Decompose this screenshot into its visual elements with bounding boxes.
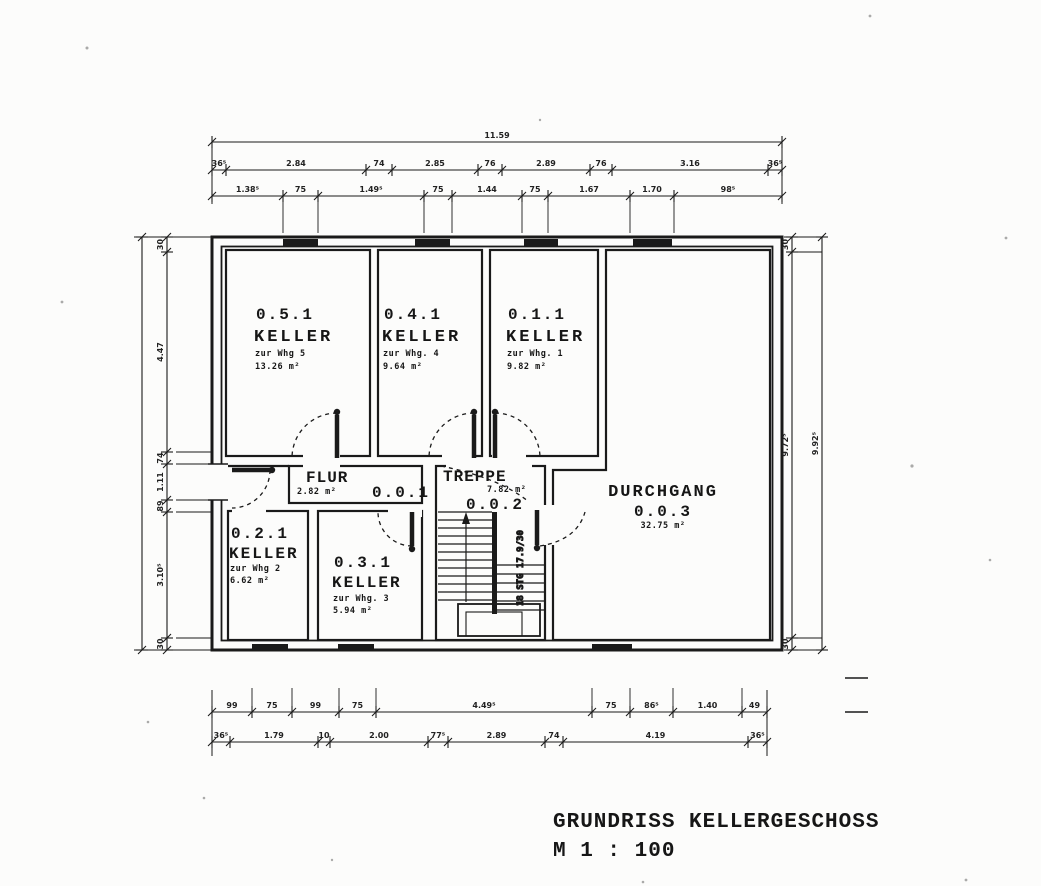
dimension-label: 30 xyxy=(781,638,790,650)
dimension-label: 1.49⁵ xyxy=(359,185,383,194)
door-treppe-durchgang xyxy=(534,510,585,551)
room-type: KELLER xyxy=(254,328,334,347)
label-keller-0-1-1 xyxy=(506,306,585,372)
dimension-label: 75 xyxy=(294,185,307,194)
room-assignment: zur Whg. 4 xyxy=(383,349,440,359)
dimension-label: 30 xyxy=(781,238,790,251)
window-icon xyxy=(592,644,632,651)
dimension-label: 75 xyxy=(266,701,278,710)
dimension-label: 9.72⁵ xyxy=(781,433,790,457)
window-icon xyxy=(338,644,374,651)
dimension-label: 30 xyxy=(156,238,165,251)
label-keller-0-3-1 xyxy=(332,554,402,616)
drawing-title: GRUNDRISS KELLERGESCHOSS xyxy=(553,811,880,834)
dimension-label: 86⁵ xyxy=(644,701,659,710)
label-durchgang xyxy=(608,483,718,531)
room-area: 6.62 m² xyxy=(230,576,270,586)
walls xyxy=(134,136,828,756)
room-type: TREPPE xyxy=(443,468,507,486)
dimension-label: 74 xyxy=(373,159,385,168)
dimension-label: 1.70 xyxy=(642,185,662,194)
dimension-label: 89 xyxy=(156,500,165,512)
room-number: 0.2.1 xyxy=(231,525,290,543)
label-keller-0-5-1 xyxy=(254,306,333,372)
room-area: 2.82 m² xyxy=(297,487,337,497)
dimension-label: 98⁵ xyxy=(720,185,736,194)
room-number: 0.0.2 xyxy=(466,496,525,514)
staircase xyxy=(438,512,545,636)
dimension-label: 1.79 xyxy=(264,731,284,740)
room-number: 0.0.1 xyxy=(372,484,431,502)
dimension-label: 77⁵ xyxy=(430,731,446,740)
room-number: 0.5.1 xyxy=(256,306,315,324)
dimension-label: 76 xyxy=(484,159,496,168)
window-icon xyxy=(252,644,288,651)
dimension-label: 9.92⁵ xyxy=(811,431,820,456)
label-keller-0-4-1 xyxy=(382,306,461,372)
room-number: 0.3.1 xyxy=(334,554,393,572)
dimension-label: 75 xyxy=(529,185,541,194)
dimension-label: 36⁵ xyxy=(213,731,229,740)
dimension-label: 1.44 xyxy=(477,185,497,194)
dimension-label: 36⁵ xyxy=(767,159,783,168)
dimension-label: 36⁵ xyxy=(750,731,765,740)
window-icon xyxy=(283,239,318,246)
room-area: 9.64 m² xyxy=(383,362,423,372)
dimension-label: 76 xyxy=(595,159,607,168)
dimension-label: 1.11 xyxy=(156,472,165,492)
room-area: 7.82 m² xyxy=(487,485,527,495)
stair-note: 18 STG 17.9/30 xyxy=(516,530,526,606)
dimension-label: 1.40 xyxy=(697,701,718,710)
dimension-label: 2.85 xyxy=(425,159,445,168)
dimension-label: 75 xyxy=(432,185,444,194)
room-type: FLUR xyxy=(306,469,349,487)
dimension-label: 1.67 xyxy=(579,185,599,194)
room-number: 0.1.1 xyxy=(508,306,567,324)
dimension-label: 2.00 xyxy=(369,731,389,740)
dimension-label: 3.16 xyxy=(680,159,700,168)
label-treppe xyxy=(443,468,526,514)
label-keller-0-2-1 xyxy=(229,525,299,586)
dimension-label: 2.89 xyxy=(486,731,507,740)
room-type: KELLER xyxy=(506,328,586,347)
room-area: 9.82 m² xyxy=(507,362,547,372)
window-icon xyxy=(633,239,672,246)
room-number: 0.0.3 xyxy=(633,503,693,521)
dimension-label: 36⁵ xyxy=(211,159,227,168)
dimension-label: 49 xyxy=(748,701,761,710)
drawing-scale: M 1 : 100 xyxy=(553,840,676,863)
room-durchgang xyxy=(553,250,770,640)
dimension-label: 2.89 xyxy=(536,159,556,168)
dimension-label: 4.47 xyxy=(156,342,165,362)
room-area: 5.94 m² xyxy=(333,606,373,616)
dimension-label: 1.38⁵ xyxy=(235,185,260,194)
door-entrance xyxy=(232,467,275,508)
dimension-label: 74 xyxy=(548,731,560,740)
window-icon xyxy=(524,239,558,246)
room-type: KELLER xyxy=(332,574,402,592)
room-assignment: zur Whg. 3 xyxy=(333,594,390,604)
room-area: 32.75 m² xyxy=(640,521,686,531)
label-flur xyxy=(297,469,430,502)
window-hatches xyxy=(252,239,672,651)
dimension-label: 30 xyxy=(156,638,165,650)
dimension-label: 3.10⁵ xyxy=(156,563,165,587)
room-type: KELLER xyxy=(229,545,299,563)
door-keller-0-3-1 xyxy=(378,512,415,552)
scan-artifacts xyxy=(61,15,1008,884)
dimension-label: 75 xyxy=(351,701,364,710)
window-icon xyxy=(415,239,450,246)
room-type: KELLER xyxy=(382,328,462,347)
dimension-label: 99 xyxy=(226,701,238,710)
room-assignment: zur Whg 2 xyxy=(230,564,281,574)
dimension-label: 10 xyxy=(318,731,330,740)
room-type: DURCHGANG xyxy=(608,483,718,502)
dimension-label: 75 xyxy=(605,701,617,710)
dimension-label: 74 xyxy=(156,452,165,464)
dimension-label: 11.59 xyxy=(484,131,510,140)
dimension-label: 4.49⁵ xyxy=(472,701,496,710)
room-area: 13.26 m² xyxy=(255,362,300,372)
dimension-label: 99 xyxy=(309,701,322,710)
dimension-label: 4.19 xyxy=(645,731,666,740)
room-assignment: zur Whg. 1 xyxy=(507,349,564,359)
title-block xyxy=(553,811,879,863)
dimension-label: 2.84 xyxy=(286,159,306,168)
room-assignment: zur Whg 5 xyxy=(255,349,306,359)
room-number: 0.4.1 xyxy=(384,306,443,324)
